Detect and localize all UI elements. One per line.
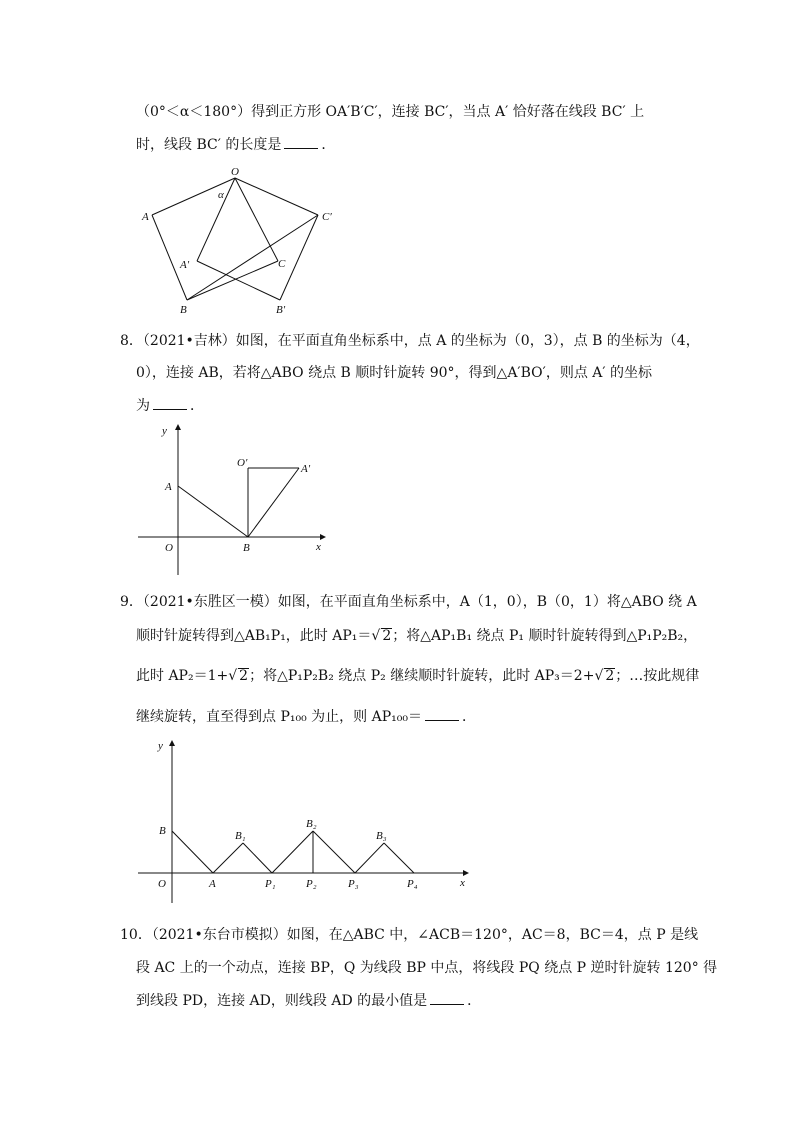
answer-blank[interactable] [153,395,187,410]
label-B: B [159,825,166,837]
sqrt-2-expression: √ 2 [371,628,392,644]
label-B: B [180,304,187,316]
q9-line-3: 此时 AP₂＝1+√ 2；将△P₁P₂B₂ 绕点 P₂ 继续顺时针旋转，此时 AP₃＝2+√ 2；…按此规律 [136,668,700,684]
label-B3: B₃ [376,830,387,842]
label-A: A [209,878,216,890]
q8-line-3: 为 ． [136,395,204,416]
label-A-prime: A′ [301,463,311,475]
answer-blank[interactable] [425,706,459,721]
label-x: x [316,541,321,553]
label-B: B [243,542,250,554]
label-O: O [158,878,166,890]
label-A: A [165,481,172,493]
label-B-prime: B′ [276,304,286,316]
sqrt-2plus2-expression: 2+√ 2 [573,668,615,684]
label-x: x [460,877,465,889]
label-B1: B₁ [235,830,246,842]
label-P3: P₃ [348,878,359,890]
label-O-prime: O′ [237,457,248,469]
q8-line-2: 0），连接 AB，若将△ABO 绕点 B 顺时针旋转 90°，得到△A′BO′，则点 A′ 的坐标 [136,365,653,381]
q7-figure [130,160,350,320]
label-P1: P₁ [265,878,276,890]
label-P2: P₂ [306,878,317,890]
q9-figure [130,735,480,910]
q9-line-4: 继续旋转，直至得到点 P₁₀₀ 为止，则 AP₁₀₀＝ ． [136,706,476,727]
label-alpha: α [218,189,224,201]
q10-line-1: 10．（2021•东台市模拟）如图，在△ABC 中，∠ACB＝120°，AC＝8，BC＝4，点 P 是线 [120,927,699,943]
q7-line-2: 时，线段 BC′ 的长度是 ． [136,134,335,155]
answer-blank[interactable] [430,990,464,1005]
label-y: y [158,740,163,752]
label-C-prime: C′ [322,211,332,223]
label-A-prime: A′ [180,259,190,271]
label-y: y [162,425,167,437]
label-P4: P₄ [407,878,418,890]
label-B2: B₂ [306,818,317,830]
q8-figure [130,420,340,580]
label-C: C [278,258,286,270]
q9-line-1: 9．（2021•东胜区一模）如图，在平面直角坐标系中，A（1，0），B（0，1）将△ABO 绕 A [120,594,697,610]
answer-blank[interactable] [284,134,318,149]
q9-line-2: 顺时针旋转得到△AB₁P₁，此时 AP₁＝√ 2；将△AP₁B₁ 绕点 P₁ 顺时针旋转得到△P₁P₂B₂， [136,628,698,644]
sqrt-1plus2-expression: 1+√ 2 [207,668,249,684]
q10-line-3: 到线段 PD，连接 AD，则线段 AD 的最小值是 ． [136,990,481,1011]
label-O: O [231,166,239,178]
q7-line-1: （0°＜α＜180°）得到正方形 OA′B′C′，连接 BC′，当点 A′ 恰好落在线段 BC′ 上 [136,104,645,120]
label-O: O [165,542,173,554]
q8-line-1: 8．（2021•吉林）如图，在平面直角坐标系中，点 A 的坐标为（0，3），点 B 的坐标为（4， [120,333,700,349]
label-A: A [142,211,149,223]
q10-line-2: 段 AC 上的一个动点，连接 BP，Q 为线段 BP 中点，将线段 PQ 绕点 P 逆时针旋转 120° 得 [136,960,718,976]
